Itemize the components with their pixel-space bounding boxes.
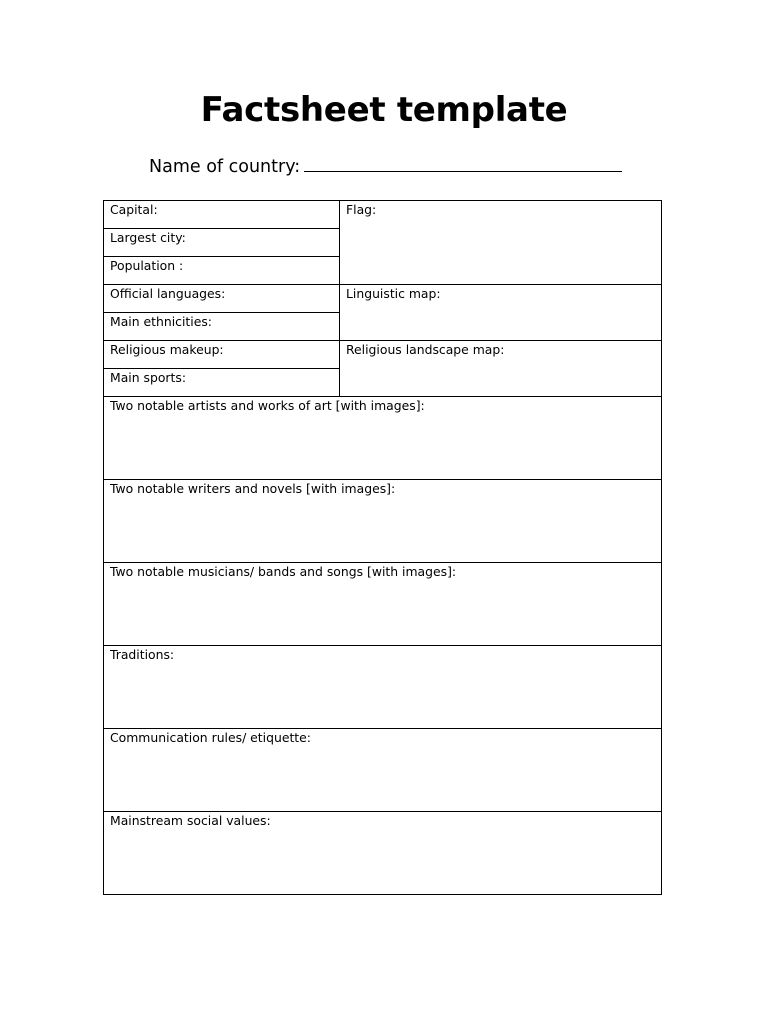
traditions-section-label: Traditions: (110, 647, 175, 662)
official-languages-label: Official languages: (110, 286, 226, 301)
largest-city-cell[interactable] (104, 229, 340, 257)
artists-section-label: Two notable artists and works of art [with images]: (110, 398, 425, 413)
social-values-section[interactable] (104, 812, 662, 895)
religious-landscape-map-label: Religious landscape map: (346, 342, 505, 357)
linguistic-map-cell[interactable] (340, 285, 662, 341)
page-title: Factsheet template (200, 90, 568, 130)
religious-makeup-label: Religious makeup: (110, 342, 224, 357)
factsheet-table (103, 200, 662, 895)
official-languages-cell[interactable] (104, 285, 340, 313)
traditions-section[interactable] (104, 646, 662, 729)
population-cell[interactable] (104, 257, 340, 285)
religious-makeup-cell[interactable] (104, 341, 340, 369)
capital-cell[interactable] (104, 201, 340, 229)
main-ethnicities-cell[interactable] (104, 313, 340, 341)
musicians-section-label: Two notable musicians/ bands and songs [with images]: (110, 564, 457, 579)
musicians-section[interactable] (104, 563, 662, 646)
country-name-blank[interactable] (304, 153, 622, 172)
social-values-section-label: Mainstream social values: (110, 813, 271, 828)
religious-landscape-map-cell[interactable] (340, 341, 662, 397)
country-name-line (149, 153, 622, 179)
writers-section-label: Two notable writers and novels [with images]: (110, 481, 396, 496)
population-label: Population : (110, 258, 184, 273)
linguistic-map-label: Linguistic map: (346, 286, 441, 301)
flag-cell[interactable] (340, 201, 662, 285)
main-sports-label: Main sports: (110, 370, 187, 385)
capital-label: Capital: (110, 202, 158, 217)
flag-label: Flag: (346, 202, 377, 217)
communication-rules-section-label: Communication rules/ etiquette: (110, 730, 311, 745)
writers-section[interactable] (104, 480, 662, 563)
artists-section[interactable] (104, 397, 662, 480)
largest-city-label: Largest city: (110, 230, 186, 245)
main-sports-cell[interactable] (104, 369, 340, 397)
country-name-label: Name of country: (149, 157, 301, 177)
communication-rules-section[interactable] (104, 729, 662, 812)
main-ethnicities-label: Main ethnicities: (110, 314, 212, 329)
